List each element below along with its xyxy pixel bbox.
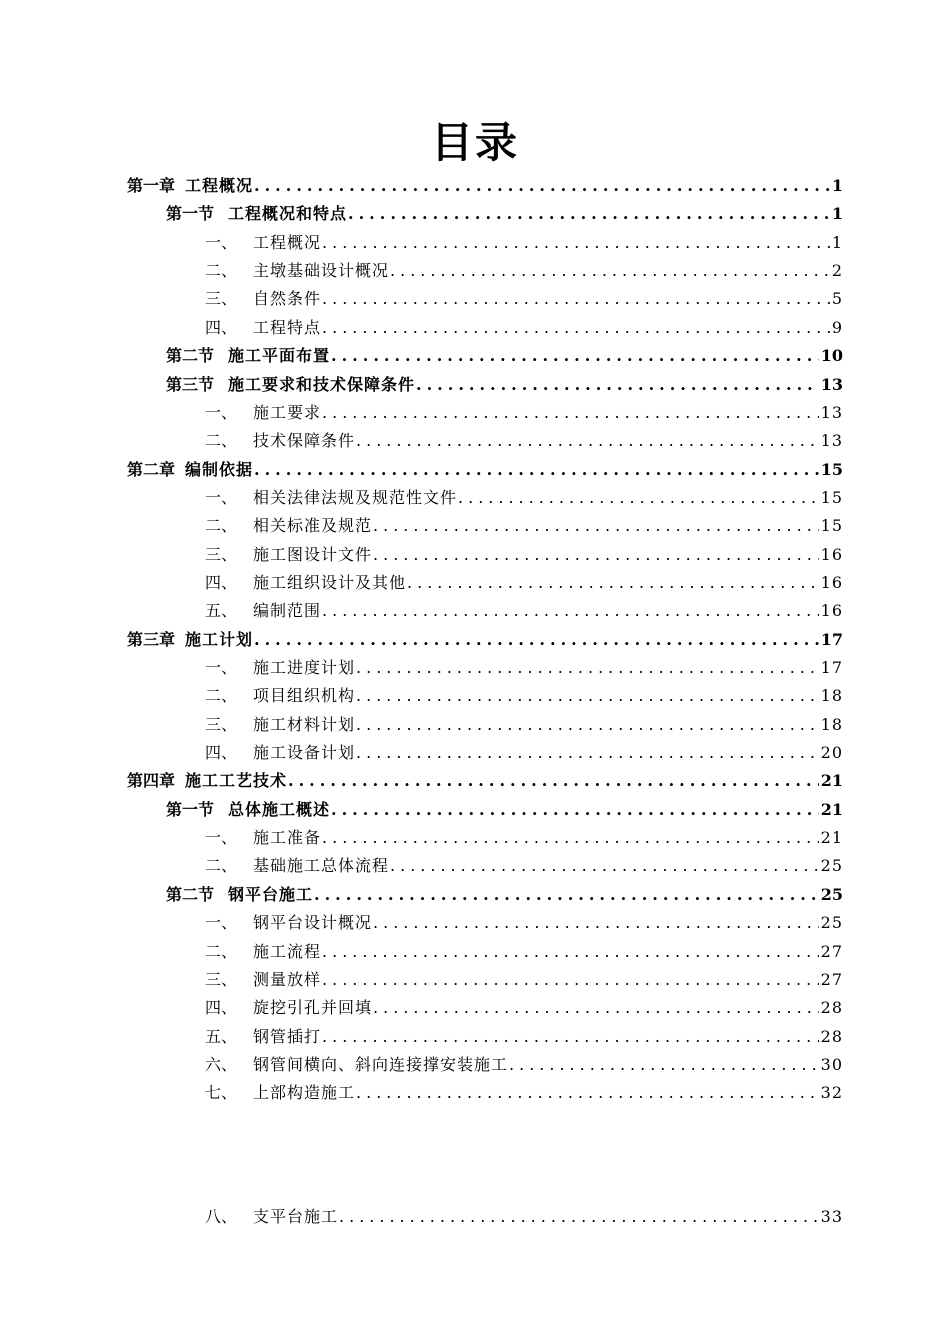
toc-entry-label: 钢管插打 [253, 1026, 322, 1046]
toc-entry-number: 六、 [205, 1054, 238, 1074]
toc-entry-section[interactable] [166, 202, 843, 226]
toc-entry-number: 七、 [205, 1083, 238, 1103]
toc-entry-page-number: 13 [820, 431, 843, 451]
toc-entry-number: 第一章 [127, 176, 176, 195]
toc-entry-number: 一、 [205, 232, 238, 252]
toc-entry-page-number: 5 [831, 289, 843, 309]
dot-leader [373, 543, 819, 567]
dot-leader [416, 373, 819, 397]
toc-entry-section[interactable] [166, 798, 843, 822]
toc-entry-item[interactable] [205, 486, 843, 510]
dot-leader [254, 628, 819, 652]
toc-entry-page-number: 21 [820, 771, 843, 791]
dot-leader [322, 401, 819, 425]
toc-entry-item[interactable] [205, 996, 843, 1020]
toc-entry-chapter[interactable] [127, 769, 843, 793]
toc-entry-item[interactable] [205, 571, 843, 595]
toc-entry-item[interactable] [205, 599, 843, 623]
dot-leader [314, 883, 819, 907]
dot-leader [390, 854, 819, 878]
toc-entry-label: 施工计划 [185, 629, 254, 649]
toc-entry-number: 第四章 [127, 771, 176, 791]
toc-entry-number: 第三章 [127, 629, 176, 649]
dot-leader [322, 940, 819, 964]
toc-entry-page-number: 16 [820, 572, 843, 592]
toc-entry-label: 施工图设计文件 [253, 544, 373, 564]
toc-entry-page-number: 15 [820, 516, 843, 536]
toc-entry-page-number: 9 [831, 317, 843, 337]
toc-entry-label: 上部构造施工 [253, 1083, 356, 1103]
toc-entry-number: 第三节 [166, 374, 215, 394]
toc-entry-label: 工程特点 [253, 317, 322, 337]
toc-entry-section[interactable] [166, 373, 843, 397]
toc-entry-page-number: 16 [820, 544, 843, 564]
toc-entry-label: 主墩基础设计概况 [253, 261, 390, 281]
toc-entry-number: 四、 [205, 317, 238, 337]
toc-entry-item[interactable] [205, 429, 843, 453]
toc-entry-number: 第二节 [166, 346, 215, 366]
toc-entry-page-number: 25 [820, 856, 843, 876]
toc-entry-number: 五、 [205, 1026, 238, 1046]
toc-entry-number: 二、 [205, 686, 238, 706]
dot-leader [356, 684, 819, 708]
toc-entry-number: 三、 [205, 544, 238, 564]
toc-entry-chapter[interactable] [127, 628, 843, 652]
dot-leader [254, 458, 819, 482]
toc-entry-item[interactable] [205, 401, 843, 425]
toc-entry-item[interactable] [205, 713, 843, 737]
toc-entry-number: 二、 [205, 516, 238, 536]
toc-entry-label: 基础施工总体流程 [253, 856, 390, 876]
dot-leader [322, 599, 819, 623]
toc-entry-label: 编制依据 [185, 459, 254, 479]
toc-entry-page-number: 27 [820, 941, 843, 961]
toc-entry-page-number: 13 [820, 402, 843, 422]
toc-entry-item[interactable] [205, 287, 843, 311]
toc-entry-page-number: 16 [820, 601, 843, 621]
toc-entry-label: 钢平台设计概况 [253, 913, 373, 933]
toc-entry-page-number: 27 [820, 969, 843, 989]
toc-entry-label: 施工材料计划 [253, 714, 356, 734]
toc-entry-item[interactable] [205, 316, 843, 340]
toc-entry-label: 钢平台施工 [228, 884, 314, 904]
toc-entry-number: 二、 [205, 261, 238, 281]
toc-entry-item[interactable] [205, 1025, 843, 1049]
toc-entry-number: 第一节 [166, 799, 215, 819]
toc-entry-number: 二、 [205, 431, 238, 451]
dot-leader [373, 996, 819, 1020]
dot-leader [356, 429, 819, 453]
toc-entry-chapter[interactable] [127, 174, 843, 198]
toc-entry-label: 钢管间横向、斜向连接撑安装施工 [253, 1054, 509, 1074]
toc-entry-label: 自然条件 [253, 289, 322, 309]
toc-entry-label: 相关标准及规范 [253, 516, 373, 536]
page-title: 目录 [430, 118, 519, 167]
dot-leader [288, 769, 819, 793]
toc-entry-page-number: 28 [820, 998, 843, 1018]
toc-entry-chapter[interactable] [127, 458, 843, 482]
toc-entry-label: 项目组织机构 [253, 686, 356, 706]
toc-entry-number: 一、 [205, 913, 238, 933]
dot-leader [322, 1025, 819, 1049]
toc-entry-label: 编制范围 [253, 601, 322, 621]
toc-entry-label: 施工准备 [253, 828, 322, 848]
dot-leader [348, 202, 830, 226]
toc-entry-label: 总体施工概述 [228, 799, 331, 819]
toc-entry-label: 施工要求和技术保障条件 [228, 374, 416, 394]
toc-entry-number: 四、 [205, 743, 238, 762]
toc-entry-page-number: 21 [820, 799, 843, 819]
toc-entry-item[interactable] [205, 741, 843, 765]
toc-entry-number: 八、 [205, 1206, 238, 1226]
toc-entry-number: 一、 [205, 658, 238, 677]
toc-entry-number: 一、 [205, 828, 238, 848]
dot-leader [407, 571, 819, 595]
toc-entry-item[interactable] [205, 514, 843, 538]
toc-entry-item[interactable] [205, 968, 843, 992]
toc-entry-label: 工程概况 [253, 232, 322, 252]
toc-entry-page-number: 1 [831, 204, 843, 224]
toc-entry-page-number: 13 [820, 374, 843, 394]
toc-entry-label: 相关法律法规及规范性文件 [253, 487, 458, 507]
toc-entry-page-number: 1 [831, 232, 843, 252]
toc-entry-page-number: 15 [820, 459, 843, 479]
dot-leader [390, 259, 830, 283]
toc-entry-page-number: 30 [820, 1054, 843, 1074]
toc-entry-item[interactable] [205, 826, 843, 850]
dot-leader [356, 713, 819, 737]
toc-entry-item[interactable] [205, 231, 843, 255]
dot-leader [254, 174, 830, 198]
dot-leader [322, 287, 830, 311]
toc-entry-label: 技术保障条件 [253, 431, 356, 451]
toc-entry-page-number: 20 [820, 743, 843, 762]
dot-leader [458, 486, 819, 510]
toc-entry-page-number: 32 [820, 1083, 843, 1103]
toc-entry-page-number: 25 [820, 884, 843, 904]
toc-entry-page-number: 21 [820, 828, 843, 848]
toc-entry-item[interactable] [205, 854, 843, 878]
toc-entry-label: 施工设备计划 [253, 743, 356, 762]
toc-entry-number: 第二章 [127, 459, 176, 479]
dot-leader [322, 968, 819, 992]
toc-entry-item[interactable] [205, 259, 843, 283]
toc-entry-number: 四、 [205, 998, 238, 1018]
toc-entry-number: 一、 [205, 402, 238, 422]
toc-entry-number: 三、 [205, 714, 238, 734]
toc-entry-number: 四、 [205, 572, 238, 592]
toc-entry-number: 一、 [205, 487, 238, 507]
toc-entry-number: 三、 [205, 969, 238, 989]
toc-entry-item[interactable] [205, 1053, 843, 1077]
toc-entry-page-number: 33 [820, 1206, 843, 1226]
dot-leader [373, 514, 819, 538]
toc-entry-section[interactable] [166, 883, 843, 907]
dot-leader [339, 1205, 819, 1229]
toc-entry-page-number: 18 [820, 686, 843, 706]
dot-leader [331, 344, 819, 368]
toc-entry-label: 测量放样 [253, 969, 322, 989]
toc-entry-page-number: 15 [820, 487, 843, 507]
dot-leader [322, 231, 830, 255]
dot-leader [356, 1081, 819, 1105]
toc-entry-page-number: 17 [820, 629, 843, 649]
toc-entry-page-number: 18 [820, 714, 843, 734]
toc-entry-item[interactable] [205, 1205, 843, 1229]
toc-entry-label: 旋挖引孔并回填 [253, 998, 373, 1018]
toc-entry-label: 支平台施工 [253, 1206, 339, 1226]
toc-entry-number: 二、 [205, 856, 238, 876]
toc-entry-page-number: 1 [831, 176, 843, 195]
toc-entry-section[interactable] [166, 344, 843, 368]
dot-leader [331, 798, 819, 822]
toc-entry-label: 工程概况 [185, 176, 254, 195]
toc-entry-page-number: 28 [820, 1026, 843, 1046]
toc-entry-label: 施工平面布置 [228, 346, 331, 366]
toc-entry-label: 施工进度计划 [253, 658, 356, 677]
dot-leader [356, 741, 819, 765]
toc-entry-item[interactable] [205, 684, 843, 708]
toc-entry-label: 施工工艺技术 [185, 771, 288, 791]
toc-entry-label: 施工要求 [253, 402, 322, 422]
toc-entry-page-number: 10 [820, 346, 843, 366]
toc-entry-item[interactable] [205, 656, 843, 680]
toc-entry-item[interactable] [205, 911, 843, 935]
dot-leader [356, 656, 819, 680]
dot-leader [322, 826, 819, 850]
dot-leader [322, 316, 830, 340]
toc-entry-page-number: 17 [820, 658, 843, 677]
toc-entry-page-number: 2 [831, 261, 843, 281]
toc-entry-number: 五、 [205, 601, 238, 621]
toc-entry-item[interactable] [205, 543, 843, 567]
toc-entry-page-number: 25 [820, 913, 843, 933]
toc-entry-number: 二、 [205, 941, 238, 961]
toc-entry-label: 施工流程 [253, 941, 322, 961]
dot-leader [373, 911, 819, 935]
toc-entry-number: 三、 [205, 289, 238, 309]
dot-leader [509, 1053, 819, 1077]
toc-entry-number: 第二节 [166, 884, 215, 904]
toc-entry-label: 工程概况和特点 [228, 204, 348, 224]
toc-entry-item[interactable] [205, 1081, 843, 1105]
toc-entry-label: 施工组织设计及其他 [253, 572, 407, 592]
toc-entry-number: 第一节 [166, 204, 215, 224]
toc-entry-item[interactable] [205, 940, 843, 964]
